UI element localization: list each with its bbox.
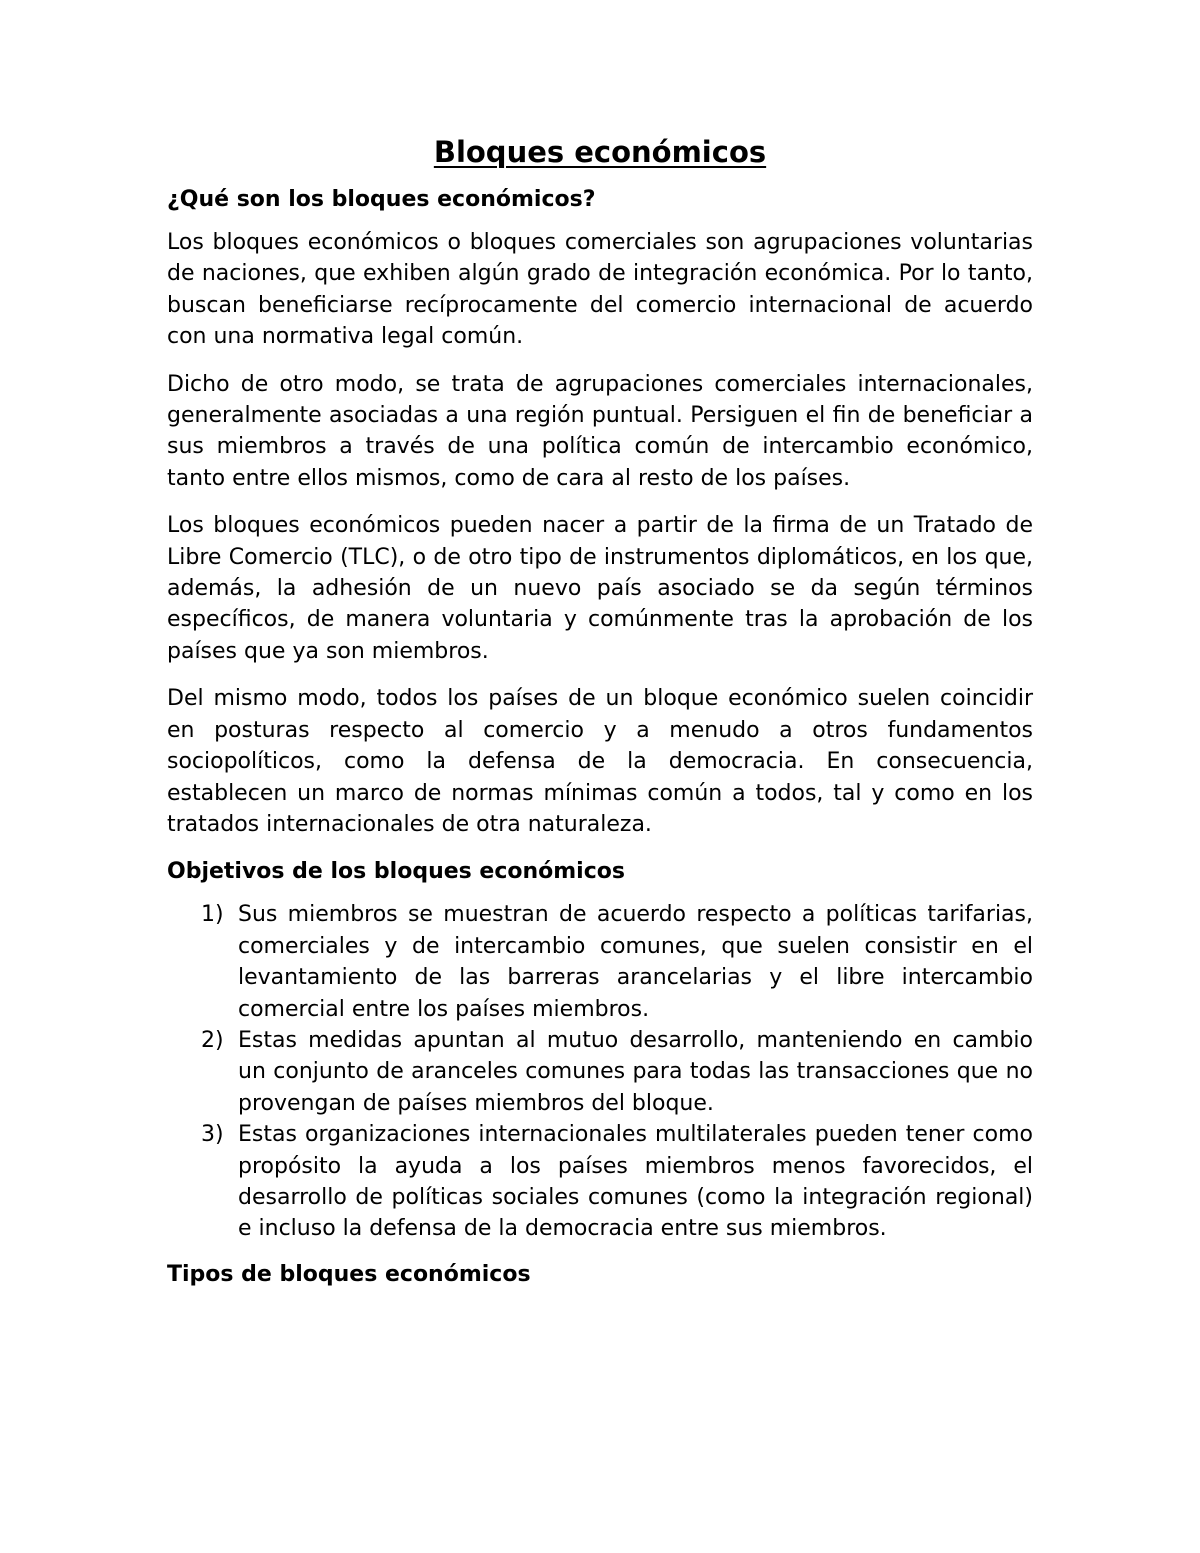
paragraph-postures: Del mismo modo, todos los países de un bloque económico suelen coincidir en posturas respecto al comercio y a menudo a otros fundamentos sociopolíticos, como la defensa de la democracia. En consecuencia, establecen un marco de normas mínimas común a todos, tal y como en los tratados internacionales de otra naturaleza. [167, 686, 1033, 837]
list-item-number: 2) [201, 1027, 224, 1053]
paragraph-other-words: Dicho de otro modo, se trata de agrupaciones comerciales internacionales, generalmente asociadas a una región puntual. Persiguen el fin de beneficiar a sus miembros a través de una política común de intercambio económico, tanto entre ellos mismos, como de cara al resto de los países. [167, 371, 1033, 491]
paragraph-origin: Los bloques económicos pueden nacer a partir de la firma de un Tratado de Libre Comercio (TLC), o de otro tipo de instrumentos diplomáticos, en los que, además, la adhesión de un nuevo país asociado se da según términos específicos, de manera voluntaria y comúnmente tras la aprobación de los países que ya son miembros. [167, 513, 1033, 664]
list-item-text: Estas medidas apuntan al mutuo desarrollo, manteniendo en cambio un conjunto de aranceles comunes para todas las transacciones que no provengan de países miembros del bloque. [238, 1027, 1033, 1116]
paragraph-definition: Los bloques económicos o bloques comerciales son agrupaciones voluntarias de naciones, que exhiben algún grado de integración económica. Por lo tanto, buscan beneficiarse recíprocamente del comercio internacional de acuerdo con una normativa legal común. [167, 230, 1033, 350]
list-item [167, 1025, 1033, 1119]
document-title: Bloques económicos [433, 135, 767, 169]
list-item [167, 1119, 1033, 1245]
list-item [167, 899, 1033, 1025]
document-page [167, 132, 1033, 1302]
section-heading-tipos: Tipos de bloques económicos [167, 1261, 531, 1287]
list-item-number: 1) [201, 902, 224, 928]
section-heading-objetivos: Objetivos de los bloques económicos [167, 859, 625, 885]
list-item-text: Sus miembros se muestran de acuerdo respecto a políticas tarifarias, comerciales y de intercambio comunes, que suelen consistir en el levantamiento de las barreras arancelarias y el libre intercambio comercial entre los países miembros. [238, 902, 1033, 1022]
objectives-list [167, 899, 1033, 1244]
list-item-number: 3) [201, 1122, 224, 1148]
list-item-text: Estas organizaciones internacionales multilaterales pueden tener como propósito la ayuda a los países miembros menos favorecidos, el desarrollo de políticas sociales comunes (como la integración regional) e incluso la defensa de la democracia entre sus miembros. [238, 1122, 1033, 1242]
section-heading-que-son: ¿Qué son los bloques económicos? [167, 187, 596, 212]
